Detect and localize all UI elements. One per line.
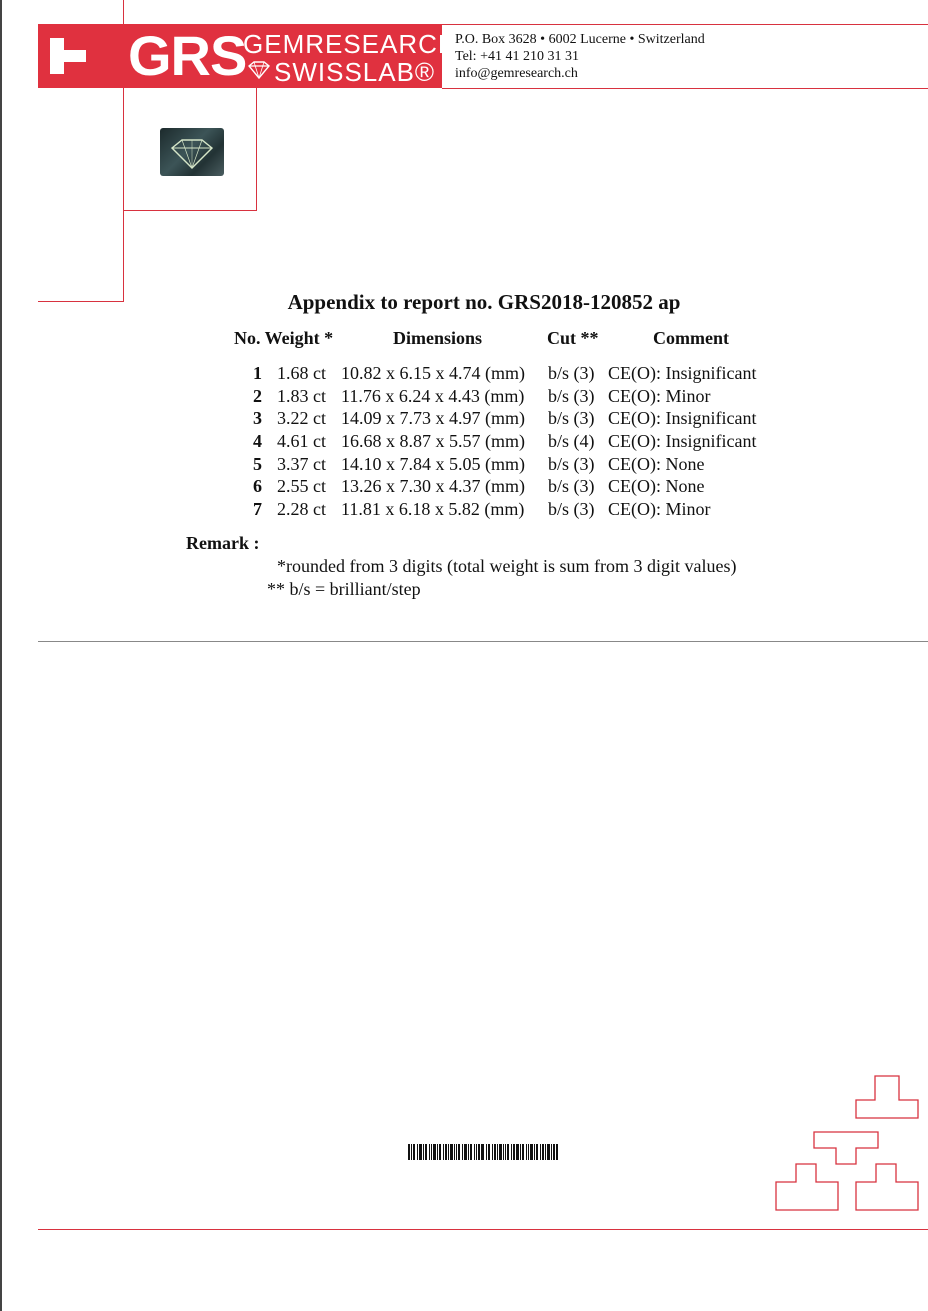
cell-dimensions: 14.09 x 7.73 x 4.97 (mm) xyxy=(341,408,525,428)
cell-comment: CE(O): Minor xyxy=(608,386,711,406)
remark-label: Remark : xyxy=(186,533,260,553)
cell-weight: 1.68 ct xyxy=(277,363,326,383)
contact-phone: Tel: +41 41 210 31 31 xyxy=(455,49,579,64)
cell-dimensions: 11.81 x 6.18 x 5.82 (mm) xyxy=(341,499,525,519)
cell-cut: b/s (3) xyxy=(548,363,595,383)
header-dimensions: Dimensions xyxy=(393,328,483,348)
cell-comment: CE(O): Insignificant xyxy=(608,408,757,428)
cell-weight: 2.55 ct xyxy=(277,476,326,496)
cell-comment: CE(O): None xyxy=(608,476,705,496)
cell-dimensions: 14.10 x 7.84 x 5.05 (mm) xyxy=(341,454,525,474)
cell-cut: b/s (3) xyxy=(548,454,595,474)
cell-weight: 3.37 ct xyxy=(277,454,326,474)
cell-no: 4 xyxy=(253,431,262,451)
cell-weight: 3.22 ct xyxy=(277,408,326,428)
cell-cut: b/s (3) xyxy=(548,408,595,428)
brand-name-line2: SWISSLAB® xyxy=(274,57,436,87)
page-fold-line xyxy=(38,641,928,642)
cell-comment: CE(O): Insignificant xyxy=(608,431,757,451)
cell-dimensions: 13.26 x 7.30 x 4.37 (mm) xyxy=(341,476,525,496)
grs-corner-logo-icon xyxy=(772,1074,922,1214)
contact-address: P.O. Box 3628 • 6002 Lucerne • Switzerland xyxy=(455,32,705,47)
cell-weight: 4.61 ct xyxy=(277,431,326,451)
page-left-edge xyxy=(0,0,2,1311)
brand-abbrev: GRS xyxy=(128,24,247,87)
cell-comment: CE(O): Insignificant xyxy=(608,363,757,383)
cell-dimensions: 10.82 x 6.15 x 4.74 (mm) xyxy=(341,363,525,383)
cell-cut: b/s (3) xyxy=(548,386,595,406)
cell-comment: CE(O): Minor xyxy=(608,499,711,519)
brand-name-line1: GEMRESEARCH xyxy=(243,29,458,59)
cell-no: 1 xyxy=(253,363,262,383)
cell-cut: b/s (3) xyxy=(548,499,595,519)
hologram-diamond-icon xyxy=(160,128,224,176)
cell-no: 6 xyxy=(253,476,262,496)
table-row xyxy=(0,408,928,431)
table-row xyxy=(0,386,928,409)
cell-no: 5 xyxy=(253,454,262,474)
cell-dimensions: 16.68 x 8.87 x 5.57 (mm) xyxy=(341,431,525,451)
table-row xyxy=(0,454,928,477)
cell-cut: b/s (4) xyxy=(548,431,595,451)
header-no-weight: No. Weight * xyxy=(234,328,334,348)
contact-email: info@gemresearch.ch xyxy=(455,66,578,81)
cell-cut: b/s (3) xyxy=(548,476,595,496)
header-top-rule xyxy=(442,24,928,25)
footer-rule xyxy=(38,1229,928,1230)
cell-weight: 1.83 ct xyxy=(277,386,326,406)
frame-vertical-right xyxy=(256,88,257,210)
frame-horizontal-mid xyxy=(123,210,257,211)
table-row xyxy=(0,499,928,522)
header-cut: Cut ** xyxy=(547,328,599,348)
page-title: Appendix to report no. GRS2018-120852 ap xyxy=(287,290,681,314)
header-bottom-rule xyxy=(442,88,928,89)
swiss-cross-icon xyxy=(50,38,86,74)
table-row xyxy=(0,363,928,386)
remark-note-weight: *rounded from 3 digits (total weight is sum from 3 digit values) xyxy=(277,556,737,576)
barcode-icon xyxy=(408,1144,558,1160)
header-comment: Comment xyxy=(653,328,729,348)
cell-comment: CE(O): None xyxy=(608,454,705,474)
cell-no: 3 xyxy=(253,408,262,428)
remark-note-cut: ** b/s = brilliant/step xyxy=(267,579,421,599)
cell-no: 2 xyxy=(253,386,262,406)
cell-dimensions: 11.76 x 6.24 x 4.43 (mm) xyxy=(341,386,525,406)
gem-icon xyxy=(246,60,272,80)
table-row xyxy=(0,431,928,454)
cell-no: 7 xyxy=(253,499,262,519)
cell-weight: 2.28 ct xyxy=(277,499,326,519)
table-row xyxy=(0,476,928,499)
